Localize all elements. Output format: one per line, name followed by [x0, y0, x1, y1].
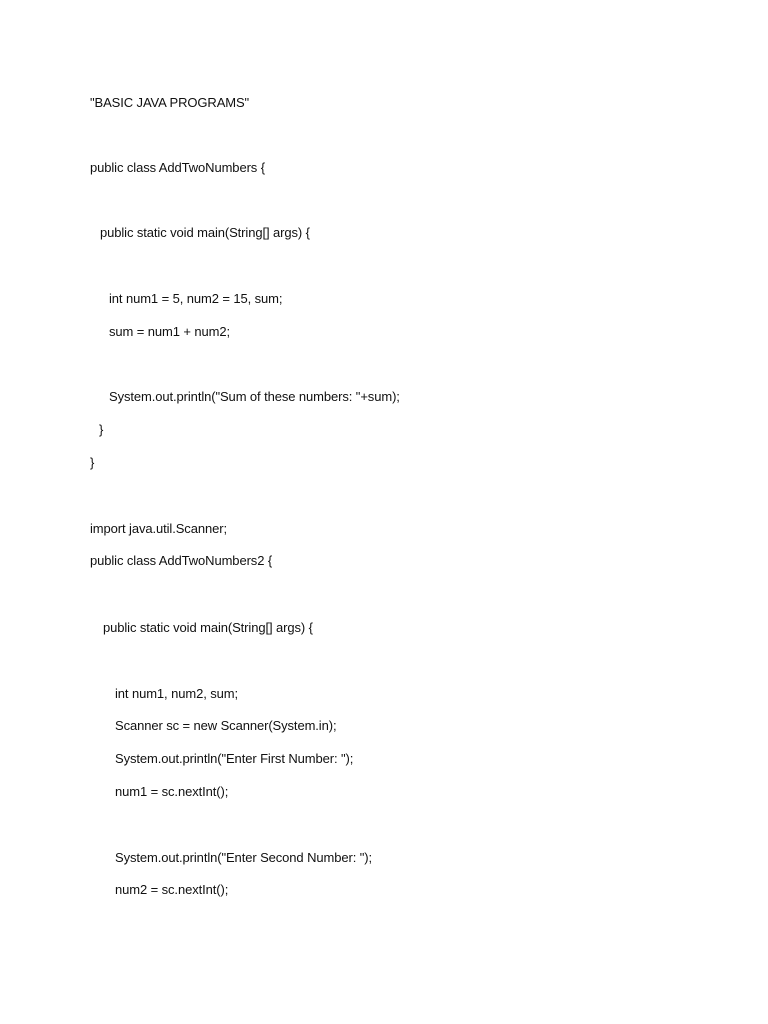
code-line-close-class-1: }: [90, 455, 95, 470]
code-line-int-declaration-1: int num1 = 5, num2 = 15, sum;: [109, 291, 283, 306]
code-line-close-method-1: }: [99, 422, 104, 437]
code-line-sum-assignment: sum = num1 + num2;: [109, 324, 231, 339]
document-title: "BASIC JAVA PROGRAMS": [90, 95, 250, 110]
code-line-print-sum: System.out.println("Sum of these numbers: "+sum);: [109, 389, 400, 404]
code-line-class-addtwonumbers2: public class AddTwoNumbers2 {: [90, 553, 273, 568]
code-line-main-declaration-2: public static void main(String[] args) {: [103, 620, 313, 635]
code-line-read-first: num1 = sc.nextInt();: [115, 784, 229, 799]
code-line-main-declaration-1: public static void main(String[] args) {: [100, 225, 310, 240]
code-line-prompt-second: System.out.println("Enter Second Number: ");: [115, 850, 372, 865]
code-line-int-declaration-2: int num1, num2, sum;: [115, 686, 238, 701]
code-line-scanner-init: Scanner sc = new Scanner(System.in);: [115, 718, 337, 733]
code-line-prompt-first: System.out.println("Enter First Number: ");: [115, 751, 354, 766]
code-line-read-second: num2 = sc.nextInt();: [115, 882, 229, 897]
code-line-class-addtwonumbers: public class AddTwoNumbers {: [90, 160, 265, 175]
code-line-import-scanner: import java.util.Scanner;: [90, 521, 227, 536]
